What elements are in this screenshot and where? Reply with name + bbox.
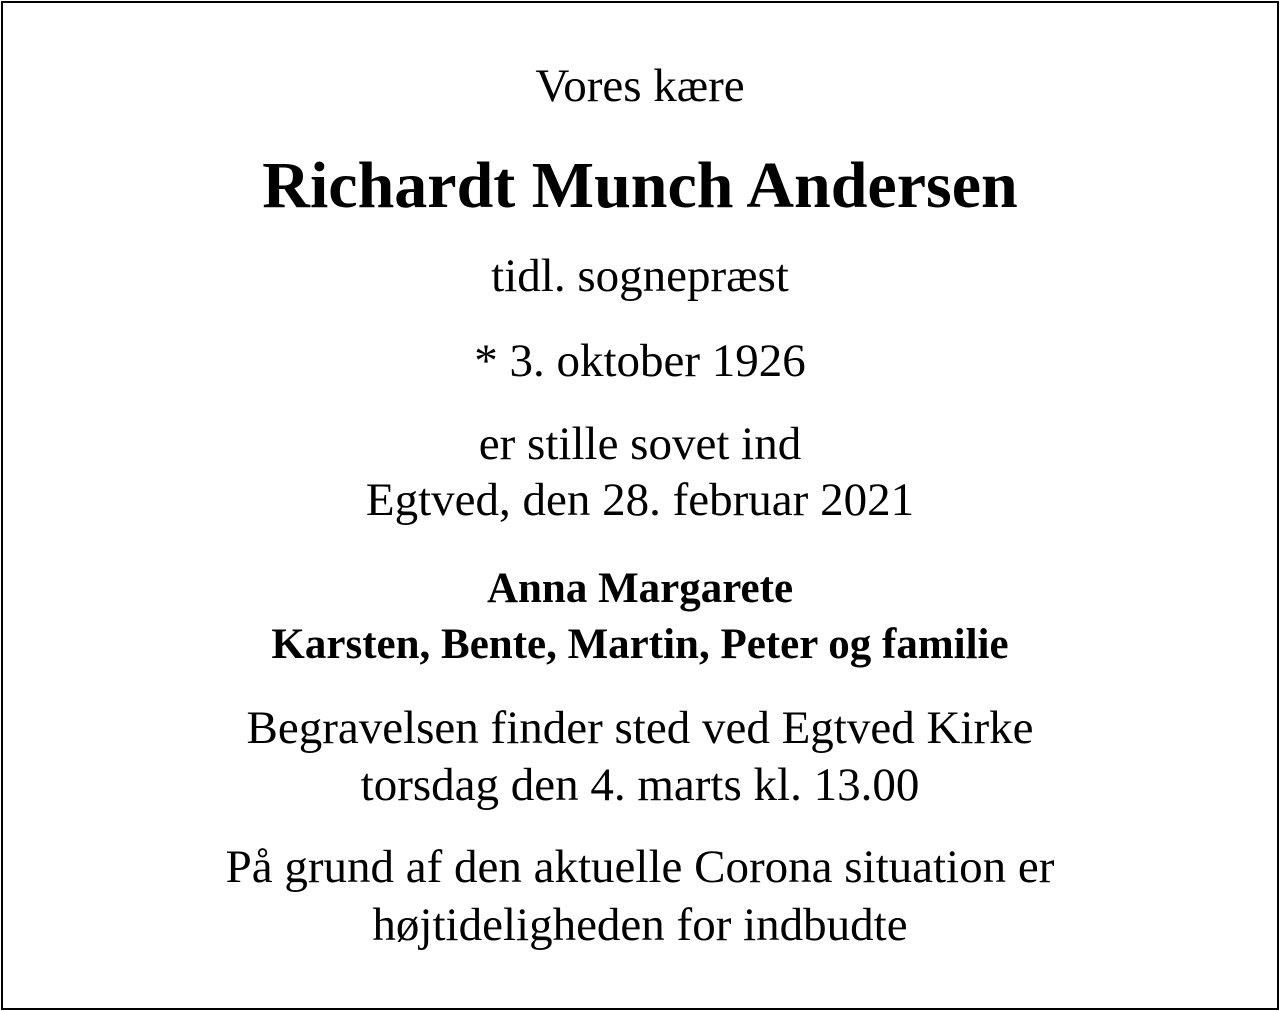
corona-note: På grund af den aktuelle Corona situation er xyxy=(225,841,1055,893)
corona-note-continued: højtideligheden for indbudte xyxy=(372,899,908,951)
mourner-family: Karsten, Bente, Martin, Peter og familie xyxy=(271,621,1009,668)
birth-date: * 3. oktober 1926 xyxy=(474,335,806,387)
passing-place-date: Egtved, den 28. februar 2021 xyxy=(365,474,915,526)
funeral-time: torsdag den 4. marts kl. 13.00 xyxy=(360,759,920,811)
deceased-title: tidl. sognepræst xyxy=(491,250,789,302)
passing-text: er stille sovet ind xyxy=(478,418,802,470)
intro-text: Vores kære xyxy=(535,60,745,112)
funeral-location: Begravelsen finder sted ved Egtved Kirke xyxy=(246,702,1034,754)
obituary-notice xyxy=(1,1,1279,1010)
deceased-name: Richardt Munch Andersen xyxy=(262,149,1018,222)
mourner-spouse: Anna Margarete xyxy=(486,565,794,612)
